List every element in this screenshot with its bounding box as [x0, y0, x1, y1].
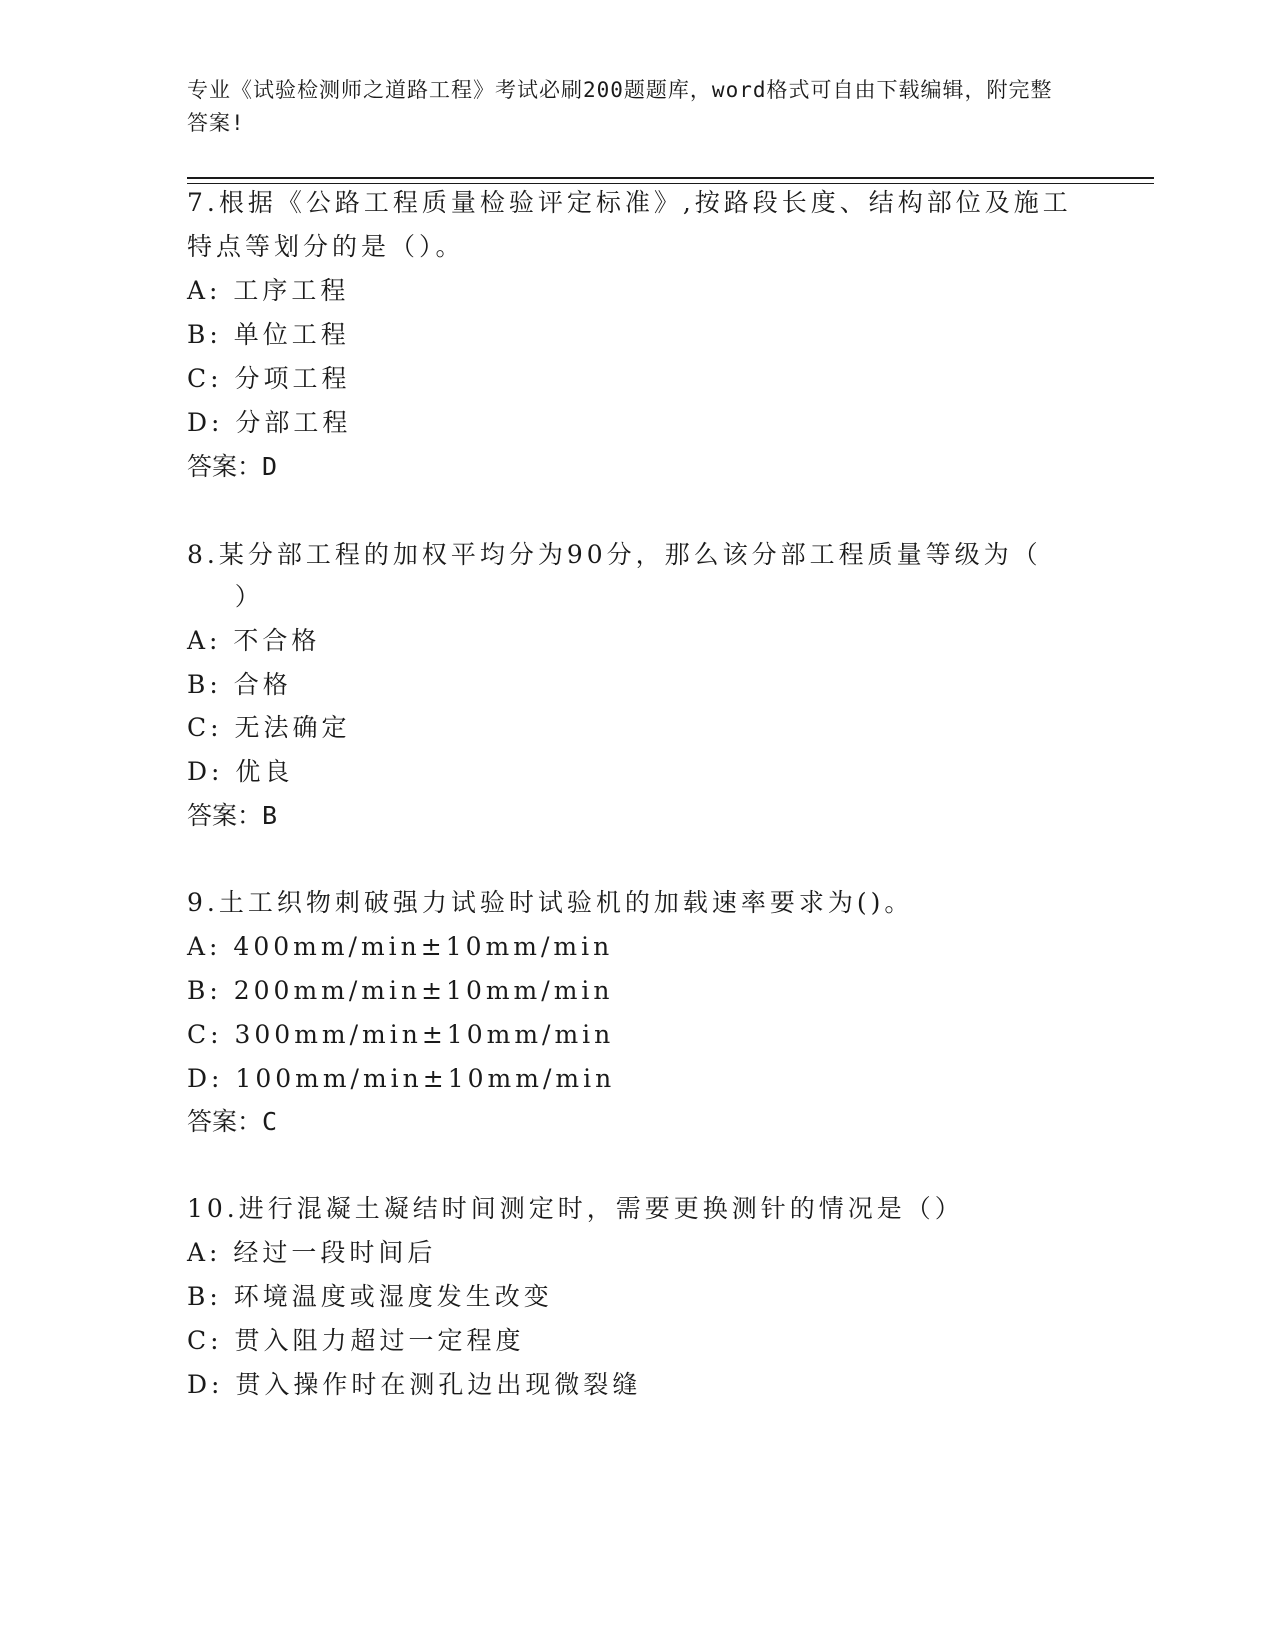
question-8-stem-continued: ）: [187, 582, 264, 611]
question-7-answer: 答案：D: [187, 452, 278, 481]
question-7-option-b: B: 单位工程: [187, 320, 350, 349]
header-divider-thick: [187, 177, 1154, 179]
question-10-option-a: A: 经过一段时间后: [187, 1238, 437, 1267]
question-9-answer: 答案：C: [187, 1107, 278, 1136]
question-8-option-a: A: 不合格: [187, 626, 321, 655]
question-7-stem: 7.根据《公路工程质量检验评定标准》,按路段长度、结构部位及施工: [187, 188, 1072, 217]
question-7-option-a: A: 工序工程: [187, 276, 350, 305]
question-8-stem: 8.某分部工程的加权平均分为90分，那么该分部工程质量等级为（: [187, 540, 1042, 569]
question-10-option-b: B: 环境温度或湿度发生改变: [187, 1282, 553, 1311]
question-7-option-c: C: 分项工程: [187, 364, 351, 393]
document-header: 专业《试验检测师之道路工程》考试必刷200题题库，word格式可自由下载编辑，附完整答案!: [187, 78, 1053, 135]
question-8-option-c: C: 无法确定: [187, 713, 351, 742]
question-10-option-d: D: 贯入操作时在测孔边出现微裂缝: [187, 1370, 642, 1399]
question-9-option-c: C: 300mm/min±10mm/min: [187, 1020, 615, 1049]
question-9-option-b: B: 200mm/min±10mm/min: [187, 976, 614, 1005]
header-divider-thin: [187, 183, 1154, 184]
question-7-stem-continued: 特点等划分的是（）。: [187, 232, 465, 261]
question-9-stem: 9.土工织物刺破强力试验时试验机的加载速率要求为()。: [187, 888, 914, 917]
question-8-option-d: D: 优良: [187, 757, 294, 786]
question-8-answer: 答案：B: [187, 801, 278, 830]
question-10-stem: 10.进行混凝土凝结时间测定时，需要更换测针的情况是（）: [187, 1194, 964, 1223]
question-10-option-c: C: 贯入阻力超过一定程度: [187, 1326, 525, 1355]
question-7-option-d: D: 分部工程: [187, 408, 352, 437]
question-9-option-a: A: 400mm/min±10mm/min: [187, 932, 614, 961]
question-8-option-b: B: 合格: [187, 670, 292, 699]
question-9-option-d: D: 100mm/min±10mm/min: [187, 1064, 616, 1093]
